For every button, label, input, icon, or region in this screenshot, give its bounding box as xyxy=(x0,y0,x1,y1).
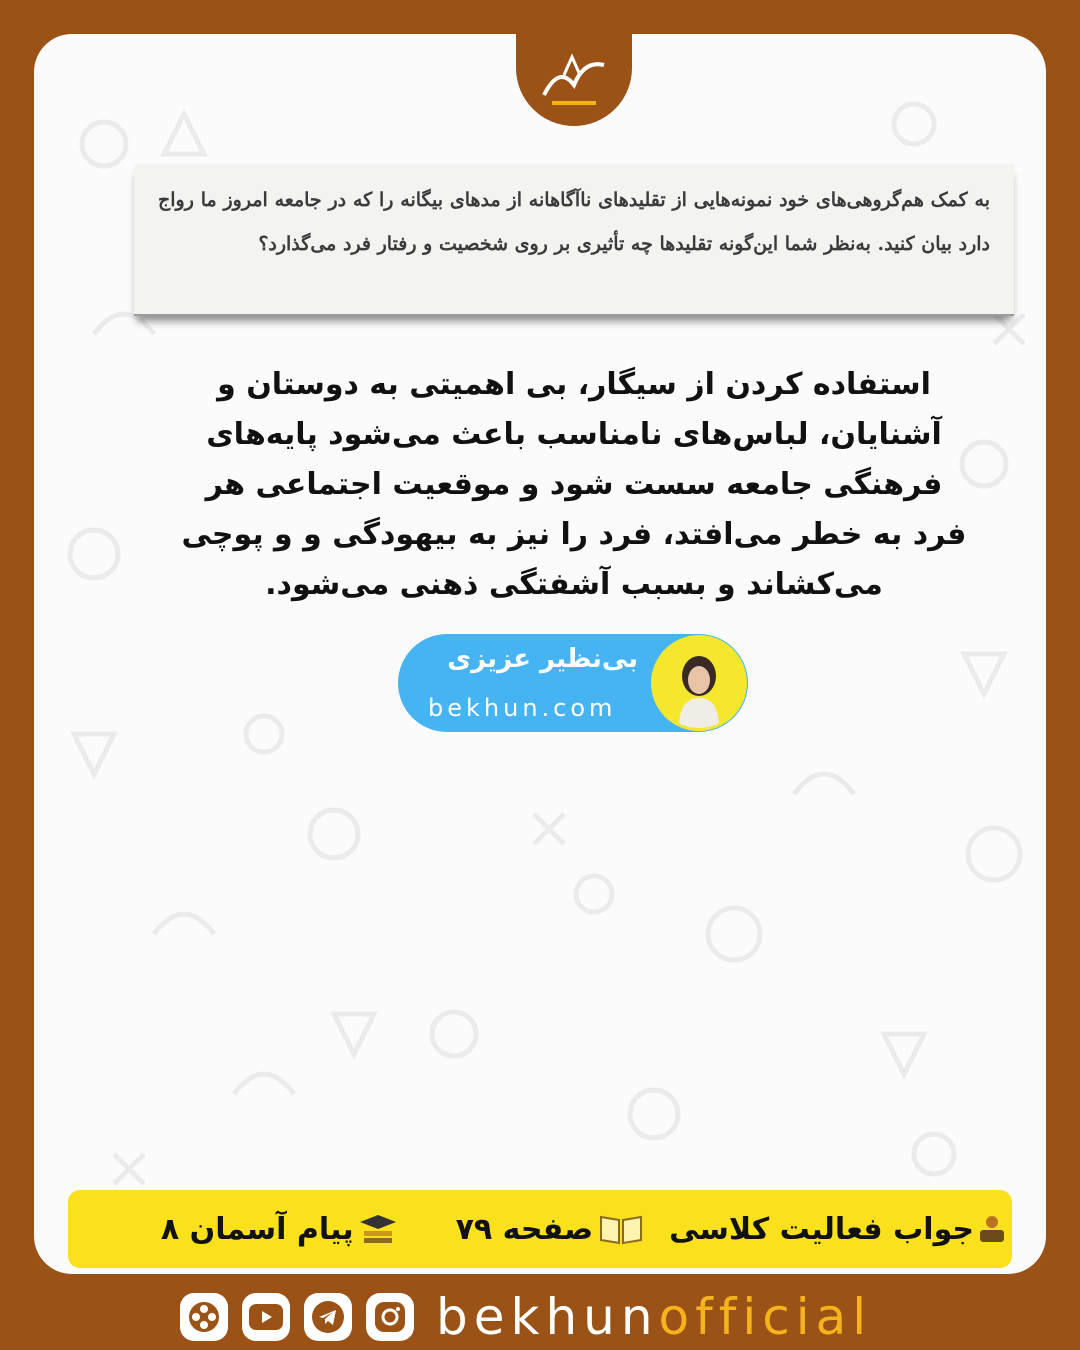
film-reel-icon[interactable] xyxy=(180,1293,228,1341)
content-card xyxy=(34,34,1046,1274)
instagram-icon[interactable] xyxy=(366,1293,414,1341)
author-badge xyxy=(398,634,748,732)
student-icon xyxy=(978,1214,1006,1244)
author-name: بی‌نظیر عزیزی xyxy=(447,644,638,674)
brand-part2: official xyxy=(658,1288,873,1346)
bekhun-logo-icon xyxy=(534,45,614,115)
telegram-icon[interactable] xyxy=(304,1293,352,1341)
open-book-icon xyxy=(597,1213,645,1245)
info-bar xyxy=(68,1190,1012,1268)
page-label: صفحه ۷۹ xyxy=(455,1211,594,1247)
book-item xyxy=(161,1212,398,1247)
avatar-person-icon xyxy=(654,638,744,728)
graduation-cap-books-icon xyxy=(358,1213,398,1245)
book-label: پیام آسمان ۸ xyxy=(160,1211,354,1247)
page-item xyxy=(456,1212,645,1247)
author-avatar xyxy=(654,638,744,728)
brand-part1: bekhun xyxy=(436,1288,659,1346)
question-box xyxy=(134,164,1014,316)
answer-text: استفاده کردن از سیگار، بی اهمیتی به دوستان و آشنایان، لباس‌های نامناسب باعث می‌شود پایه‌های فرهنگی جامعه سست شود و موقعیت اجتماعی هر فرد به خطر می‌افتد، فرد را نیز به بیهودگی و و پوچی می‌کشاند و بسبب آشفتگی ذهنی می‌شود. xyxy=(181,367,967,602)
youtube-icon[interactable] xyxy=(242,1293,290,1341)
brand-handle[interactable] xyxy=(436,1286,872,1348)
activity-item xyxy=(669,1212,1006,1247)
activity-label: جواب فعالیت کلاسی xyxy=(669,1211,974,1247)
question-text: به کمک هم‌گروهی‌های خود نمونه‌هایی از تقلیدهای ناآگاهانه از مدهای بیگانه را که در جامعه امروز ما رواج دارد بیان کنید. به‌نظر شما این‌گونه تقلیدها چه تأثیری بر روی شخصیت و رفتار فرد می‌گذارد؟ xyxy=(158,189,990,255)
social-footer xyxy=(180,1286,900,1348)
author-site[interactable]: bekhun.com xyxy=(428,694,617,722)
